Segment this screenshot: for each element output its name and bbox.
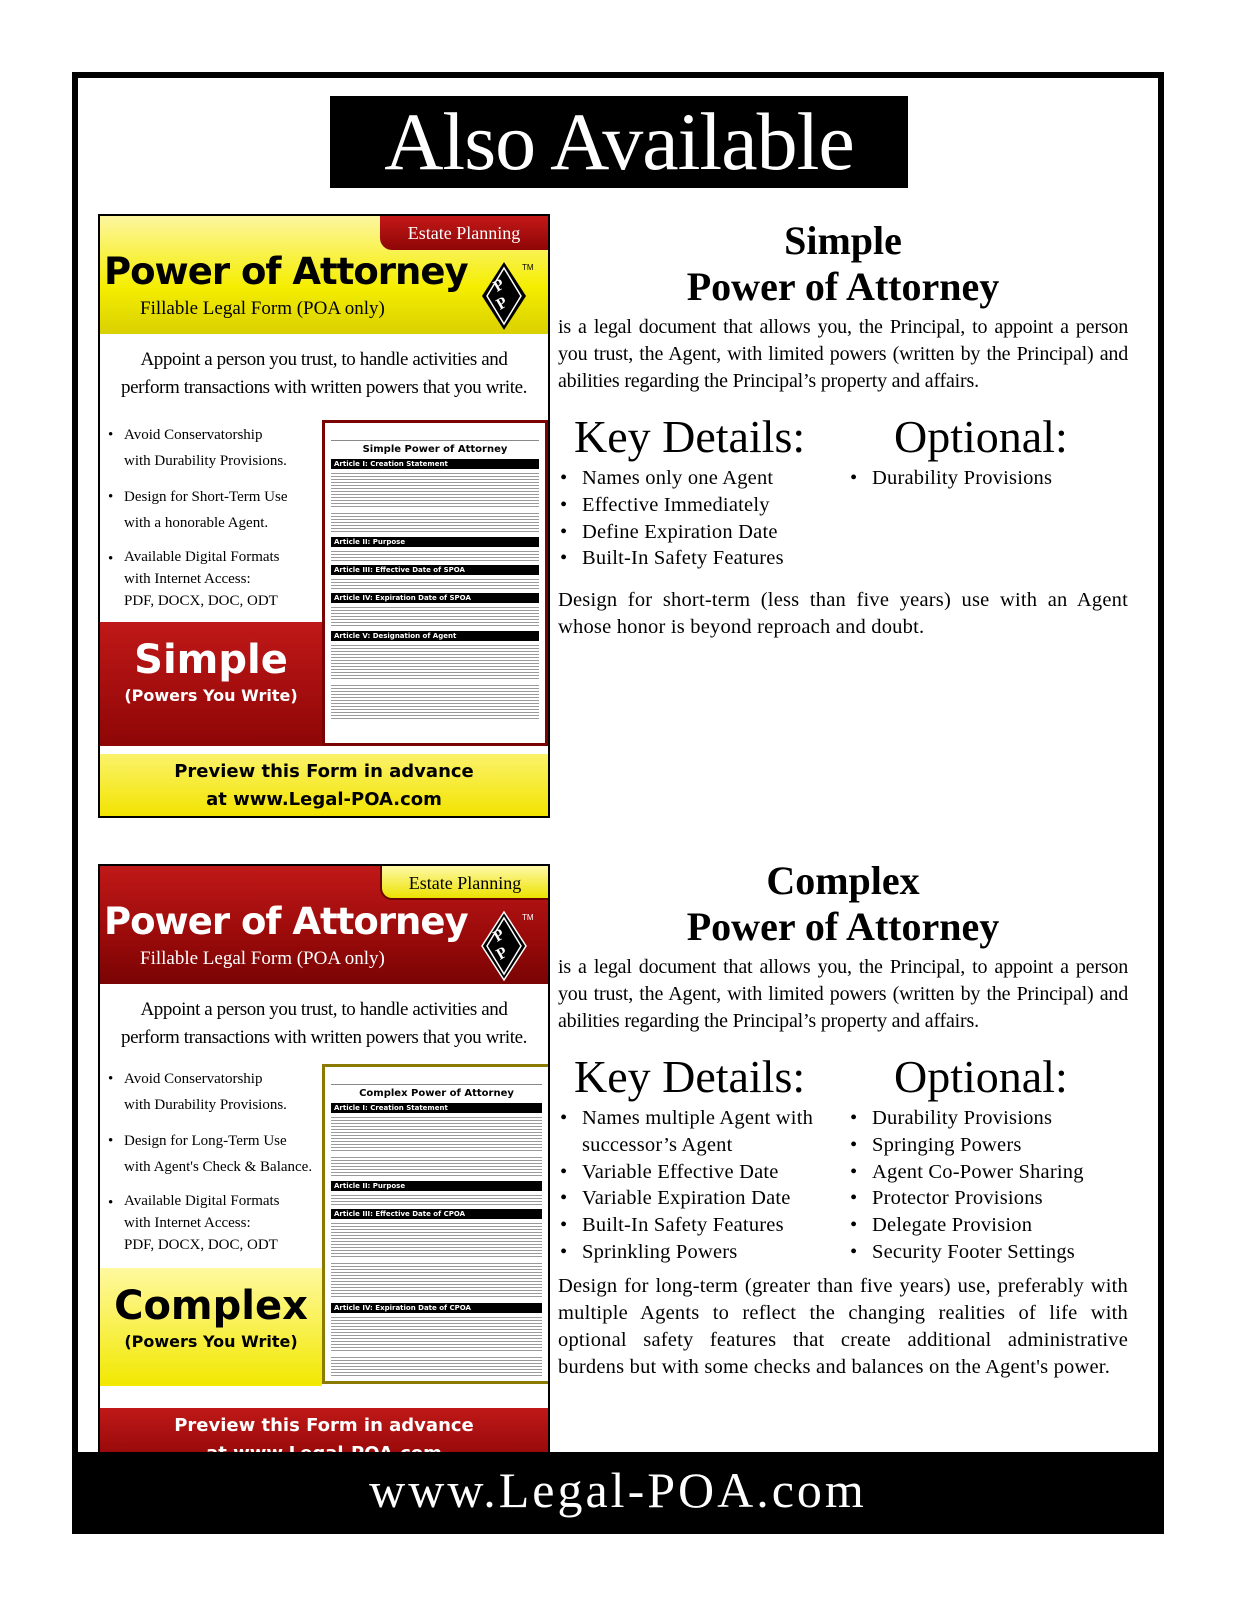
- doc-text: [331, 1355, 542, 1377]
- edition-subtitle: (Powers You Write): [124, 1332, 298, 1351]
- cover-subtitle: Fillable Legal Form (POA only): [140, 948, 385, 969]
- page-title: Also Available: [330, 96, 908, 188]
- cover-bullets: [108, 422, 322, 622]
- product-summary: Design for short-term (less than five years) use with an Agent whose honor is beyond reproach and doubt.: [558, 589, 1128, 638]
- list-item: • Built-In Safety Features: [558, 1212, 846, 1239]
- product-details-simple: [558, 218, 1128, 641]
- svg-text:P: P: [490, 925, 508, 946]
- list-item: • Protector Provisions: [848, 1185, 1138, 1212]
- list-item: • Springing Powers: [848, 1132, 1138, 1159]
- doc-section: Article I: Creation Statement: [331, 459, 539, 469]
- optional-title: Optional:: [894, 1051, 1068, 1102]
- list-item: • Avoid Conservatorship with Durability Provisions.: [108, 422, 322, 474]
- key-details-list: [558, 1105, 846, 1266]
- doc-text: [331, 511, 539, 533]
- list-item: • Security Footer Settings: [848, 1239, 1138, 1266]
- doc-header-lines: [331, 1071, 542, 1085]
- preview-banner: Preview this Form in advance at www.Legal-POA.com: [100, 754, 548, 816]
- details-columns: [558, 1049, 1128, 1267]
- key-details: [558, 409, 846, 572]
- doc-text: [331, 1115, 542, 1153]
- form-preview-thumbnail: [322, 1064, 548, 1384]
- cover-title: Power of Attorney: [104, 250, 468, 293]
- optional-features: [848, 1049, 1138, 1266]
- doc-text: [331, 683, 539, 721]
- product-description: is a legal document that allows you, the Principal, to appoint a person you trust, the Agent, with limited powers (written by the Principal) and abilities regarding the Principal’s property and affairs.: [558, 316, 1128, 392]
- list-item: • Agent Co-Power Sharing: [848, 1159, 1138, 1186]
- product-title: Complex Power of Attorney: [686, 858, 1000, 949]
- list-item: • Sprinkling Powers: [558, 1239, 846, 1266]
- doc-section: Article III: Effective Date of CPOA: [331, 1209, 542, 1219]
- cover-bullets: [108, 1066, 322, 1266]
- key-details: [558, 1049, 846, 1266]
- svg-text:TM: TM: [522, 913, 534, 922]
- product-summary: Design for long-term (greater than five years) use, preferably with multiple Agents to reflect the changing realities of life with optional safety features that create additional administrative burdens but with some checks and balances on the Agent's power.: [558, 1275, 1128, 1378]
- doc-section: Article IV: Expiration Date of CPOA: [331, 1303, 542, 1313]
- doc-text: [331, 605, 539, 627]
- list-item: • Design for Short-Term Use with a honorable Agent.: [108, 484, 322, 536]
- svg-text:P: P: [490, 275, 508, 296]
- brand-logo-icon: [478, 908, 536, 982]
- optional-features: [848, 409, 1138, 492]
- doc-text: [331, 1155, 542, 1177]
- list-item: • Define Expiration Date: [558, 519, 846, 546]
- doc-text: [331, 577, 539, 589]
- product-details-complex: [558, 858, 1128, 1381]
- list-item: • Available Digital Formats with Internet Access: PDF, DOCX, DOC, ODT: [108, 546, 322, 612]
- doc-text: [331, 471, 539, 509]
- optional-list: [848, 1105, 1138, 1266]
- key-details-title: Key Details:: [574, 1051, 806, 1102]
- doc-section: Article V: Designation of Agent: [331, 631, 539, 641]
- product-cover-simple: [98, 214, 550, 818]
- key-details-title: Key Details:: [574, 411, 806, 462]
- list-item: • Names only one Agent: [558, 465, 846, 492]
- form-preview-thumbnail: [322, 420, 548, 746]
- list-item: • Effective Immediately: [558, 492, 846, 519]
- product-title: Simple Power of Attorney: [686, 218, 1000, 309]
- doc-section: Article II: Purpose: [331, 537, 539, 547]
- doc-text: [331, 1261, 542, 1299]
- category-tag: Estate Planning: [380, 866, 548, 900]
- svg-text:P: P: [493, 943, 511, 964]
- doc-title: Simple Power of Attorney: [362, 444, 508, 455]
- list-item: • Delegate Provision: [848, 1212, 1138, 1239]
- svg-text:TM: TM: [522, 263, 534, 272]
- details-columns: [558, 409, 1128, 581]
- cover-title: Power of Attorney: [104, 900, 468, 943]
- category-tag: Estate Planning: [380, 216, 548, 250]
- brand-logo-icon: [478, 258, 536, 332]
- edition-title: Complex: [114, 1283, 308, 1329]
- page-frame: [72, 72, 1164, 1534]
- optional-title: Optional:: [894, 411, 1068, 462]
- list-item: • Variable Expiration Date: [558, 1185, 846, 1212]
- doc-text: [331, 1315, 542, 1353]
- doc-text: [331, 643, 539, 681]
- edition-band: [100, 622, 322, 746]
- svg-text:P: P: [493, 293, 511, 314]
- list-item: • Built-In Safety Features: [558, 545, 846, 572]
- edition-subtitle: (Powers You Write): [124, 686, 298, 705]
- doc-section: Article IV: Expiration Date of SPOA: [331, 593, 539, 603]
- list-item: • Names multiple Agent with successor’s Agent: [558, 1105, 846, 1159]
- doc-text: [331, 549, 539, 561]
- list-item: • Avoid Conservatorship with Durability Provisions.: [108, 1066, 322, 1118]
- list-item: • Design for Long-Term Use with Agent's Check & Balance.: [108, 1128, 322, 1180]
- doc-text: [331, 1221, 542, 1259]
- product-description: is a legal document that allows you, the Principal, to appoint a person you trust, the Agent, with limited powers (written by the Principal) and abilities regarding the Principal’s property and affairs.: [558, 956, 1128, 1032]
- doc-title: Complex Power of Attorney: [359, 1088, 514, 1099]
- cover-subtitle: Fillable Legal Form (POA only): [140, 298, 385, 319]
- cover-description: Appoint a person you trust, to handle activities and perform transactions with written powers that you write.: [120, 999, 528, 1048]
- edition-title: Simple: [134, 637, 288, 683]
- doc-header-lines: [331, 427, 539, 441]
- product-cover-complex: [98, 864, 550, 1468]
- doc-section: Article III: Effective Date of SPOA: [331, 565, 539, 575]
- preview-banner: Preview this Form in advance: [100, 1408, 548, 1466]
- doc-section: Article II: Purpose: [331, 1181, 542, 1191]
- cover-description: Appoint a person you trust, to handle activities and perform transactions with written powers that you write.: [120, 349, 528, 398]
- doc-text: [331, 1193, 542, 1205]
- key-details-list: [558, 465, 846, 572]
- list-item: • Variable Effective Date: [558, 1159, 846, 1186]
- edition-band: [100, 1268, 322, 1386]
- footer-url: www.Legal-POA.com: [78, 1452, 1158, 1528]
- optional-list: [848, 465, 1138, 492]
- list-item: • Available Digital Formats with Internet Access: PDF, DOCX, DOC, ODT: [108, 1190, 322, 1256]
- list-item: • Durability Provisions: [848, 465, 1138, 492]
- doc-section: Article I: Creation Statement: [331, 1103, 542, 1113]
- list-item: • Durability Provisions: [848, 1105, 1138, 1132]
